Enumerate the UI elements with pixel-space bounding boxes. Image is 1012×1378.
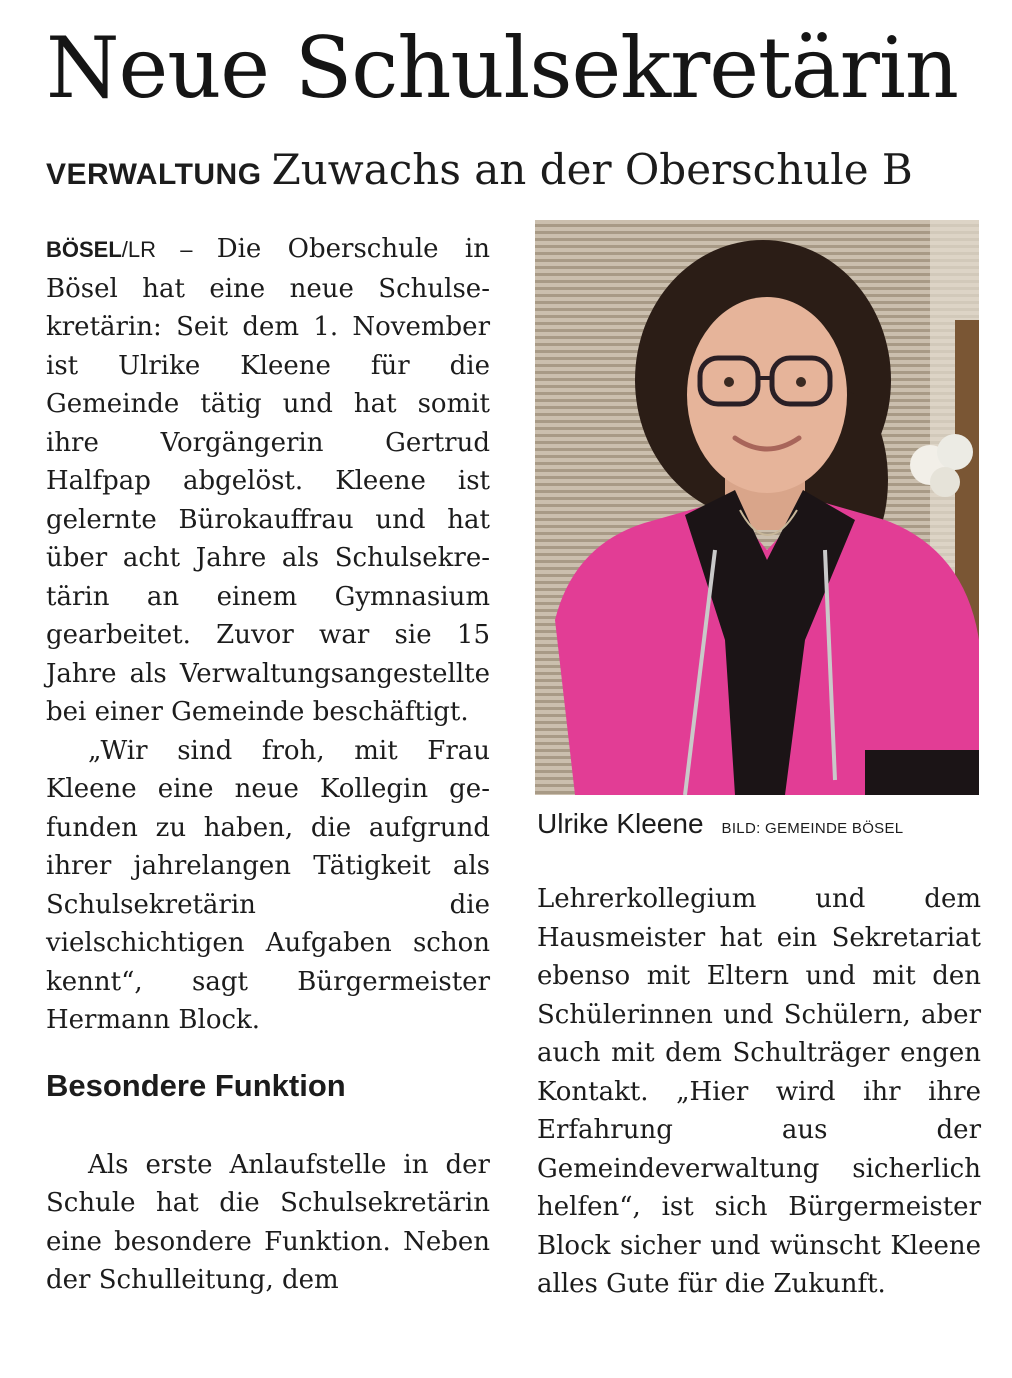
portrait-photo: [535, 220, 979, 795]
photo-credit: BILD: GEMEINDE BÖSEL: [721, 820, 904, 837]
section-subhead: Besondere Funktion: [46, 1067, 346, 1103]
article-column-2: [537, 880, 981, 1304]
kicker: VERWALTUNG: [46, 158, 262, 191]
subheadline: Zuwachs an der Oberschule B: [271, 145, 913, 194]
article-column-1: [46, 230, 490, 1300]
paragraph-4: Lehrerkollegium und dem Hausmeister hat ein Sekretariat ebenso mit Eltern und mit den Schülerinnen und Schülern, aber auch mit dem Schulträger engen Kontakt. „Hier wird ihr ihre Erfahrung aus der Gemeindeverwaltung sicherlich helfen“, ist sich Bürgermeister Block sicher und wünscht Kleene alles Gute für die Zukunft.: [537, 884, 981, 1299]
dateline-agency: /LR –: [121, 237, 217, 262]
portrait-illustration: [535, 220, 979, 795]
photo-caption: [537, 804, 981, 849]
caption-name: Ulrike Kleene: [537, 808, 704, 839]
subheadline-row: [46, 142, 1012, 207]
paragraph-1-text: Die Oberschule in Bösel hat eine neue Schulsekretärin: Seit dem 1. November ist Ulrike Kleene für die Gemeinde tätig und hat somit ihre Vorgängerin Gertrud Halfpap abgelöst. Kleene ist gelernte Bürokauffrau und hat über acht Jahre als Schulsekretärin an einem Gymnasium gearbeitet. Zuvor war sie 15 Jahre als Verwaltungsangestellte bei einer Gemeinde beschäftigt.: [46, 234, 490, 727]
headline: Neue Schulsekretärin: [46, 19, 958, 117]
paragraph-1: [46, 230, 490, 732]
dateline: BÖSEL: [46, 237, 122, 262]
paragraph-2: „Wir sind froh, mit Frau Kleene eine neue Kollegin gefunden zu haben, die aufgrund ihrer jahrelangen Tätigkeit als Schulsekretärin die vielschichtigen Aufgaben schon kennt“, sagt Bürgermeister Hermann Block.: [46, 735, 490, 1035]
paragraph-3: Als erste Anlaufstelle in der Schule hat die Schulsekretärin eine besondere Funktion. Neben der Schulleitung, dem: [46, 1149, 490, 1295]
